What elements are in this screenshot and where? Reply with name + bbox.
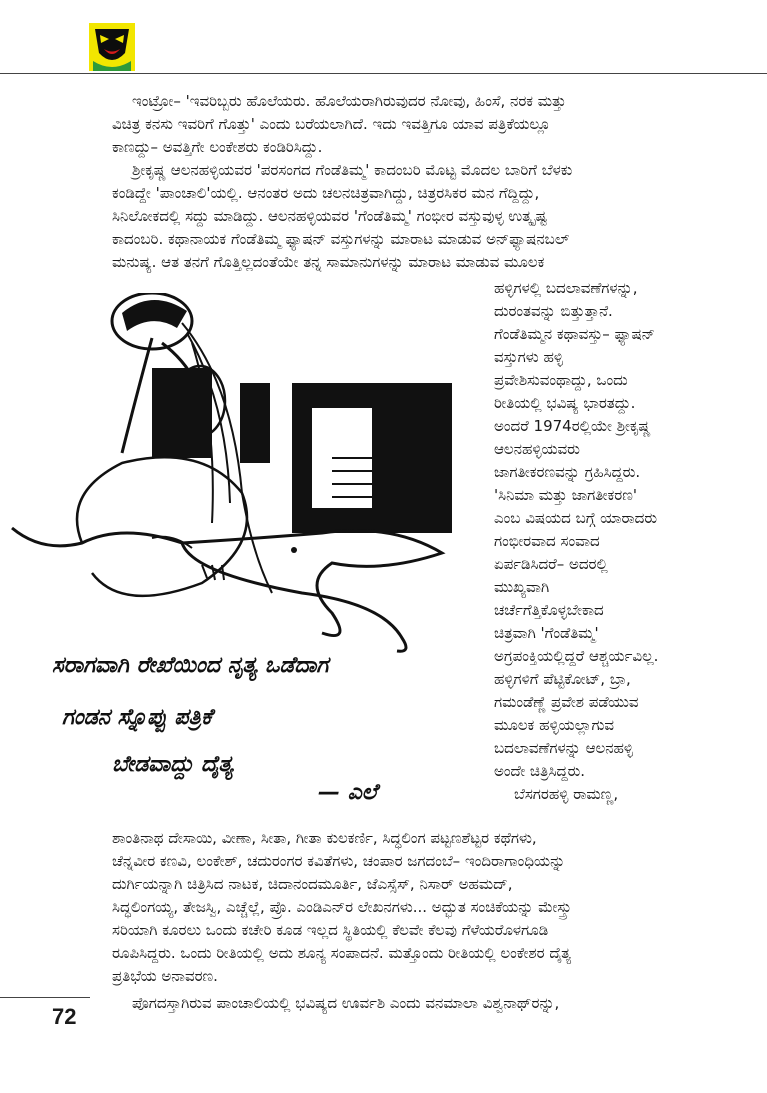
body-line: ವಿಚಿತ್ರ ಕನಸು ಇವರಿಗೆ ಗೊತ್ತು' ಎಂದು ಬರೆಯಲಾಗಿದೆ. ಇದು ಇವತ್ತಿಗೂ ಯಾವ ಪತ್ರಿಕೆಯಲ್ಲೂ: [112, 115, 551, 133]
column-line: ಗಮಂಡೆಣ್ಣೆ ಪ್ರವೇಶ ಪಡೆಯುವ: [494, 693, 639, 711]
column-line: 'ಸಿನಿಮಾ ಮತ್ತು ಜಾಗತೀಕರಣ': [494, 486, 637, 504]
illustration-signature: — ಎಲೆ: [318, 780, 377, 805]
column-line: ಗೆಂಡೆತಿಮ್ಮನ ಕಥಾವಸ್ತು– ಫ್ಯಾಷನ್: [494, 325, 655, 343]
column-line: ರೀತಿಯಲ್ಲಿ ಭವಿಷ್ಯ ಭಾರತದ್ದು.: [494, 394, 636, 412]
magazine-logo-icon: [89, 23, 135, 71]
column-line: ದುರಂತವನ್ನು ಬಿತ್ತುತ್ತಾನೆ.: [494, 302, 613, 320]
column-line: ಹಳ್ಳಿಗಳಿಗೆ ಪೆಟ್ಟಿಕೋಟ್, ಬ್ರಾ,: [494, 670, 631, 688]
body-line: ಪ್ರತಿಭೆಯ ಅನಾವರಣ.: [112, 967, 218, 985]
body-line: ಶ್ರೀಕೃಷ್ಣ ಆಲನಹಳ್ಳಿಯವರ 'ಪರಸಂಗದ ಗೆಂಡೆತಿಮ್ಮ' ಕಾದಂಬರಿ ಮೊಟ್ಟ ಮೊದಲ ಬಾರಿಗೆ ಬೆಳಕು: [132, 161, 573, 179]
column-line: ಆಲನಹಳ್ಳಿಯವರು: [494, 440, 580, 458]
body-line: ದುರ್ಗಿಯನ್ನಾಗಿ ಚಿತ್ರಿಸಿದ ನಾಟಕ, ಚಿದಾನಂದಮೂರ್ತಿ, ಜೆಎಸ್ಸೆಸ್, ನಿಸಾರ್ ಅಹಮದ್,: [112, 875, 513, 893]
body-line: ಕಾದಂಬರಿ. ಕಥಾನಾಯಕ ಗೆಂಡೆತಿಮ್ಮ ಫ್ಯಾಷನ್ ವಸ್ತುಗಳನ್ನು ಮಾರಾಟ ಮಾಡುವ ಅನ್‌ಫ್ಯಾಷನಬಲ್: [112, 230, 570, 248]
column-line: ಗಂಭೀರವಾದ ಸಂವಾದ: [494, 532, 600, 550]
column-line: ಪ್ರವೇಶಿಸುವಂಥಾದ್ದು, ಒಂದು: [494, 371, 628, 389]
body-line: ಸರಿಯಾಗಿ ಕೂರಲು ಒಂದು ಕಚೇರಿ ಕೂಡ ಇಲ್ಲದ ಸ್ಥಿತಿಯಲ್ಲಿ ಕೆಲವೇ ಕೆಲವು ಗೆಳೆಯರೊಳಗೂಡಿ: [112, 921, 549, 939]
body-line: ಕಾಣದ್ದು– ಅವತ್ತಿಗೇ ಲಂಕೇಶರು ಕಂಡಿರಿಸಿದ್ದು.: [112, 138, 323, 156]
illustration-caption-line: ಬೇಡವಾದ್ದು ದೈತ್ಯ: [112, 752, 234, 777]
column-line: ಅಂದೇ ಚಿತ್ರಿಸಿದ್ದರು.: [494, 762, 586, 780]
body-line: ಪೊಗದಸ್ತಾಗಿರುವ ಪಾಂಚಾಲಿಯಲ್ಲಿ ಭವಿಷ್ಯದ ಊರ್ವಶಿ ಎಂದು ವನಮಾಲಾ ವಿಶ್ವನಾಥ್‌ರನ್ನು,: [132, 994, 560, 1012]
column-line: ಚಿತ್ರವಾಗಿ 'ಗೆಂಡೆತಿಮ್ಮ': [494, 624, 599, 642]
column-line: ಹಳ್ಳಿಗಳಲ್ಲಿ ಬದಲಾವಣೆಗಳನ್ನು,: [494, 279, 638, 297]
column-line: ಚರ್ಚೆಗೆತ್ತಿಕೊಳ್ಳಬೇಕಾದ: [494, 601, 604, 619]
illustration-caption-line: ಗಂಡನ ಸ್ನೊಪ್ಪು ಪತ್ರಿಕೆ: [62, 705, 212, 730]
column-line: ಜಾಗತೀಕರಣವನ್ನು ಗ್ರಹಿಸಿದ್ದರು.: [494, 463, 641, 481]
body-line: ಚೆನ್ನವೀರ ಕಣವಿ, ಲಂಕೇಶ್, ಚದುರಂಗರ ಕವಿತೆಗಳು, ಚಂಪಾರ ಜಗದಂಬೆ– ಇಂದಿರಾಗಾಂಧಿಯನ್ನು: [112, 852, 566, 870]
illustration-caption-line: ಸರಾಗವಾಗಿ ರೇಖೆಯಿಂದ ನೃತ್ಯ ಒಡೆದಾಗ: [52, 653, 329, 678]
column-line: ಮುಖ್ಯವಾಗಿ: [494, 578, 550, 596]
header-divider: [0, 73, 767, 74]
column-line: ವಸ್ತುಗಳು ಹಳ್ಳಿ: [494, 348, 563, 366]
column-line: ಅಗ್ರಪಂಕ್ತಿಯಲ್ಲಿದ್ದರೆ ಆಶ್ಚರ್ಯವಿಲ್ಲ.: [494, 647, 659, 665]
body-line: ಶಾಂತಿನಾಥ ದೇಸಾಯಿ, ವೀಣಾ, ಸೀತಾ, ಗೀತಾ ಕುಲಕರ್ಣಿ, ಸಿದ್ಧಲಿಂಗ ಪಟ್ಟಣಶೆಟ್ಟರ ಕಥೆಗಳು,: [112, 829, 537, 847]
body-line: ಇಂಟ್ರೋ– 'ಇವರಿಬ್ಬರು ಹೊಲೆಯರು. ಹೊಲೆಯರಾಗಿರುವುದರ ನೋವು, ಹಿಂಸೆ, ನರಕ ಮತ್ತು: [132, 92, 567, 110]
line-drawing-illustration: [2, 293, 480, 823]
column-line: ಎಂಬ ವಿಷಯದ ಬಗ್ಗೆ ಯಾರಾದರು: [494, 509, 658, 527]
page-number: 72: [52, 1004, 77, 1029]
body-line: ಕಂಡಿದ್ದೇ 'ಪಾಂಚಾಲಿ'ಯಲ್ಲಿ. ಆನಂತರ ಅದು ಚಲನಚಿತ್ರವಾಗಿದ್ದು, ಚಿತ್ರರಸಿಕರ ಮನ ಗೆದ್ದಿದ್ದು,: [112, 184, 540, 202]
column-line: ಮೂಲಕ ಹಳ್ಳಿಯಲ್ಲಾಗುವ: [494, 716, 614, 734]
body-line: ಸಿದ್ಧಲಿಂಗಯ್ಯ, ತೇಜಸ್ವಿ, ಎಚ್ಚೆಲ್ಲೆ, ಪ್ರೊ. ಎಂಡಿಎನ್‌ರ ಲೇಖನಗಳು... ಅದ್ಭುತ ಸಂಚಿಕೆಯನ್ನು ಮೇಸ್ತ್ರು: [112, 898, 572, 916]
body-line: ಸಿನಿಲೋಕದಲ್ಲಿ ಸದ್ದು ಮಾಡಿದ್ದು. ಆಲನಹಳ್ಳಿಯವರ 'ಗೆಂಡೆತಿಮ್ಮ' ಗಂಭೀರ ವಸ್ತುವುಳ್ಳ ಉತ್ಕೃಷ್ಟ: [112, 207, 547, 225]
column-line: ಬೆಸಗರಹಳ್ಳಿ ರಾಮಣ್ಣ,: [514, 785, 619, 803]
footer-divider: [0, 997, 90, 998]
body-line: ರೂಪಿಸಿದ್ದರು. ಒಂದು ರೀತಿಯಲ್ಲಿ ಅದು ಶೂನ್ಯ ಸಂಪಾದನೆ. ಮತ್ತೊಂದು ರೀತಿಯಲ್ಲಿ ಲಂಕೇಶರ ದೈತ್ಯ: [112, 944, 572, 962]
column-line: ಅಂದರೆ 1974ರಲ್ಲಿಯೇ ಶ್ರೀಕೃಷ್ಣ: [494, 417, 651, 435]
body-line: ಮನುಷ್ಯ. ಆತ ತನಗೆ ಗೊತ್ತಿಲ್ಲದಂತೆಯೇ ತನ್ನ ಸಾಮಾನುಗಳನ್ನು ಮಾರಾಟ ಮಾಡುವ ಮೂಲಕ: [112, 253, 545, 271]
column-line: ಬದಲಾವಣೆಗಳನ್ನು ಆಲನಹಳ್ಳಿ: [494, 739, 634, 757]
column-line: ಏರ್ಪಡಿಸಿದರೆ– ಅದರಲ್ಲಿ: [494, 555, 608, 573]
